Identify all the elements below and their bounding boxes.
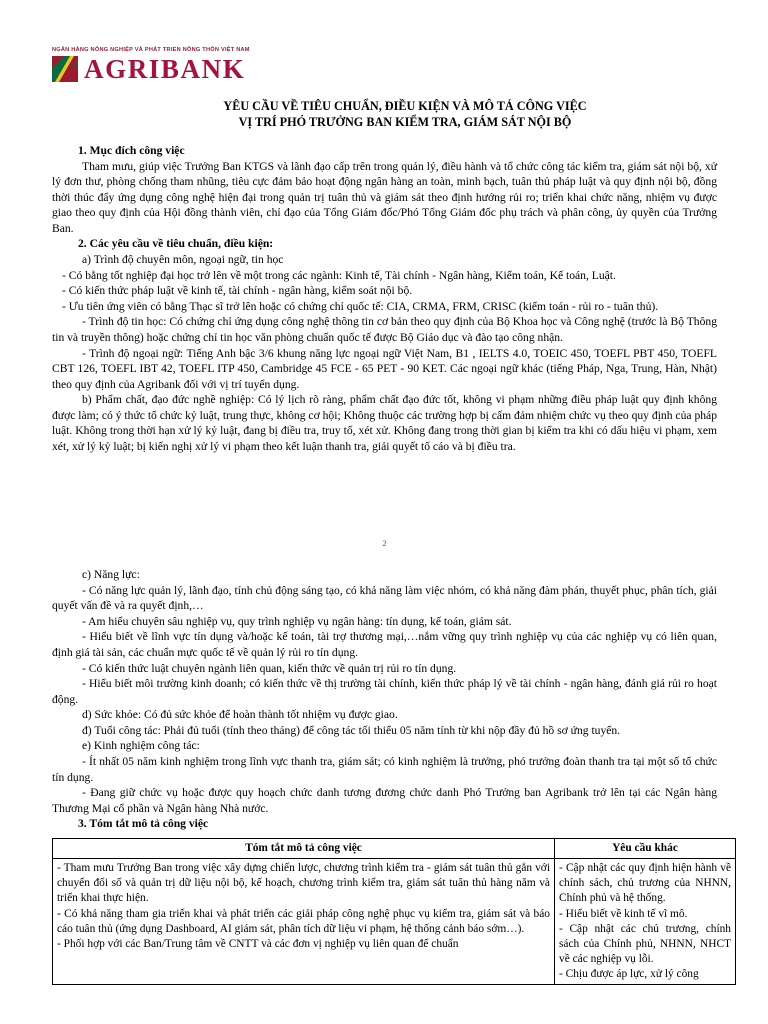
section-1-heading: 1. Mục đích công việc bbox=[78, 144, 185, 157]
table-header-other-requirements: Yêu cầu khác bbox=[555, 838, 736, 858]
logo-tagline: NGÂN HÀNG NÔNG NGHIỆP VÀ PHÁT TRIỂN NÔNG THÔN VIỆT NAM bbox=[52, 47, 250, 53]
table-row bbox=[53, 859, 736, 985]
logo-wordmark: AGRIBANK bbox=[84, 53, 246, 84]
job-summary-item-3: - Phối hợp với các Ban/Trung tâm về CNTT và các đơn vị nghiệp vụ liên quan để chuẩn bbox=[57, 937, 459, 950]
section-2-heading: 2. Các yêu cầu về tiêu chuẩn, điều kiện: bbox=[78, 237, 274, 251]
agribank-logo-mark bbox=[52, 56, 78, 82]
other-requirement-item-3: - Cập nhật các chủ trương, chính sách của Chính phủ, NHNN, NHCT về các nghiệp vụ lỗi. bbox=[559, 922, 731, 965]
other-requirement-item-1: - Cập nhật các quy định hiện hành về chính sách, chủ trương của NHNN, Chính phủ và hệ thống. bbox=[559, 862, 731, 905]
logo-row bbox=[52, 53, 352, 84]
item-e-2: - Đang giữ chức vụ hoặc được quy hoạch chức danh tương đương chức danh Phó Trưởng ban Agribank trở lên tại các Ngân hàng Thương Mại cổ phần và Ngân hàng Nhà nước. bbox=[52, 786, 717, 815]
item-a-3: - Ưu tiên ứng viên có bằng Thạc sĩ trở lên hoặc có chứng chỉ quốc tế: CIA, CRMA, FRM, CRISC (kiểm toán - rủi ro - tuân thủ). bbox=[62, 299, 659, 313]
item-e-1: - Ít nhất 05 năm kinh nghiệm trong lĩnh vực thanh tra, giám sát; có kinh nghiệm là trưởng, phó trưởng đoàn thanh tra tại một số tổ chức tín dụng. bbox=[52, 755, 717, 784]
page-number: 2 bbox=[382, 537, 387, 548]
item-a-4: - Trình độ tin học: Có chứng chỉ ứng dụng công nghệ thông tin cơ bản theo quy định của Bộ Khoa học và Công nghệ (trước là Bộ Thông tin và truyền thông) hoặc chứng chỉ tin học văn phòng chuẩn quốc tế được Bộ Giáo dục và đào tạo công nhận. bbox=[52, 315, 717, 344]
table-cell-job-summary bbox=[53, 859, 555, 985]
content-gap bbox=[52, 455, 717, 539]
item-a-heading: a) Trình độ chuyên môn, ngoại ngữ, tin học bbox=[82, 253, 284, 267]
other-requirement-item-2: - Hiểu biết về kinh tế vĩ mô. bbox=[559, 907, 688, 920]
item-a-5: - Trình độ ngoại ngữ: Tiếng Anh bậc 3/6 khung năng lực ngoại ngữ Việt Nam, B1 , IELTS 4.0, TOEIC 450, TOEFL PBT 450, TOEFL CBT 126, TOEFL IBT 42, TOEFL ITP 450, Cambridge 45 FCE - 65 PET - 90 KET. Các ngoại ngữ khác (tiếng Pháp, Nga, Trung, Hàn, Nhật) theo quy định của Agribank đối với vị trí tuyển dụng. bbox=[52, 346, 717, 391]
title-line-2: VỊ TRÍ PHÓ TRƯỞNG BAN KIỂM TRA, GIÁM SÁT NỘI BỘ bbox=[238, 115, 572, 130]
other-requirement-item-4: - Chịu được áp lực, xử lý công bbox=[559, 968, 699, 981]
page-number-gap bbox=[52, 547, 717, 567]
table-header-job-summary: Tóm tắt mô tả công việc bbox=[53, 838, 555, 858]
item-e-heading: e) Kinh nghiệm công tác: bbox=[82, 739, 200, 753]
title-line-1: YÊU CẦU VỀ TIÊU CHUẨN, ĐIỀU KIỆN VÀ MÔ TẢ CÔNG VIỆC bbox=[223, 99, 587, 113]
section-3-heading: 3. Tóm tắt mô tả công việc bbox=[78, 817, 209, 831]
item-a-2: - Có kiến thức pháp luật về kinh tế, tài chính - ngân hàng, kiểm soát nội bộ. bbox=[62, 284, 413, 298]
item-d: d) Sức khỏe: Có đủ sức khỏe để hoàn thành tốt nhiệm vụ được giao. bbox=[82, 708, 398, 722]
item-c-3: - Hiểu biết về lĩnh vực tín dụng và/hoặc kế toán, tài trợ thương mại,…nắm vững quy trình nghiệp vụ của các nghiệp vụ có liên quan, định giá tài sản, các chuẩn mực quốc tế về quản lý rủi ro tín dụng. bbox=[52, 630, 717, 659]
item-dd: đ) Tuổi công tác: Phải đủ tuổi (tính theo tháng) để công tác tối thiểu 05 năm tính từ khi nộp đầy đủ hồ sơ ứng tuyển. bbox=[82, 723, 621, 737]
item-c-5: - Hiểu biết môi trường kinh doanh; có kiến thức về thị trường tài chính, kiến thức pháp lý về tài chính - ngân hàng, đánh giá rủi ro hoạt động. bbox=[52, 677, 717, 706]
item-c-2: - Am hiểu chuyên sâu nghiệp vụ, quy trình nghiệp vụ ngân hàng: tín dụng, kế toán, giám sát. bbox=[82, 614, 512, 628]
item-c-4: - Có kiến thức luật chuyên ngành liên quan, kiến thức về quản trị rủi ro tín dụng. bbox=[82, 661, 457, 675]
job-summary-item-1: - Tham mưu Trưởng Ban trong việc xây dựng chiến lược, chương trình kiểm tra - giám sát tuân thủ gắn với chuyển đổi số và quản trị dữ liệu nội bộ, kế hoạch, chương trình kiểm tra, giám sát tuân thủ hàng năm và triển khai thực hiện. bbox=[57, 862, 550, 905]
table-cell-other-requirements bbox=[555, 859, 736, 985]
job-summary-item-2: - Có khả năng tham gia triển khai và phát triển các giải pháp công nghệ phục vụ kiểm tra, giám sát và báo cáo tuân thủ (ứng dụng Dashboard, AI giám sát, phân tích dữ liệu vi phạm, hệ thống cảnh báo sớm…). bbox=[57, 907, 550, 935]
job-description-table bbox=[52, 838, 736, 985]
item-c-heading: c) Năng lực: bbox=[82, 568, 140, 582]
agribank-logo bbox=[52, 48, 352, 83]
section-1-body: Tham mưu, giúp việc Trưởng Ban KTGS và lãnh đạo cấp trên trong quản lý, điều hành và tổ chức công tác kiểm tra, giám sát nội bộ, xử lý đơn thư, phòng chống tham nhũng, tiêu cực đảm bảo hoạt động ngân hàng an toàn, minh bạch, tuân thủ pháp luật và quy định nội bộ, đồng thời thúc đẩy ứng dụng công nghệ hiện đại trong quản trị tuân thủ và giám sát theo định hướng rủi ro; triển khai chức năng, nhiệm vụ được giao theo quy định của Hội đồng thành viên, chỉ đạo của Tổng Giám đốc/Phó Tổng Giám đốc phụ trách và phân công, ủy quyền của Trưởng Ban. bbox=[52, 159, 717, 235]
item-b: b) Phẩm chất, đạo đức nghề nghiệp: Có lý lịch rõ ràng, phẩm chất đạo đức tốt, không vi phạm những điều pháp luật quy định không được làm; có ý thức tổ chức kỷ luật, trung thực, không cơ hội; Không thuộc các trường hợp bị cấm đảm nhiệm chức vụ theo quy định của pháp luật. Không trong thời hạn xử lý kỷ luật, đang bị điều tra, truy tố, xét xử. Không đang trong thời gian bị kiểm tra khi có dấu hiệu vi phạm, xem xét, xử lý kỷ luật; bị kiến nghị xử lý vi phạm theo kết luận thanh tra, giải quyết tố cáo và bị điều tra. bbox=[52, 393, 717, 453]
table-header-row bbox=[53, 838, 736, 858]
item-c-1: - Có năng lực quản lý, lãnh đạo, tính chủ động sáng tạo, có khả năng làm việc nhóm, có khả năng đàm phán, thuyết phục, phân tích, giải quyết vấn đề và ra quyết định,… bbox=[52, 583, 717, 613]
item-a-1: - Có bằng tốt nghiệp đại học trở lên về một trong các ngành: Kinh tế, Tài chính - Ngân hàng, Kiểm toán, Kế toán, Luật. bbox=[62, 268, 616, 282]
page-title bbox=[100, 98, 710, 130]
document-body bbox=[52, 143, 731, 985]
